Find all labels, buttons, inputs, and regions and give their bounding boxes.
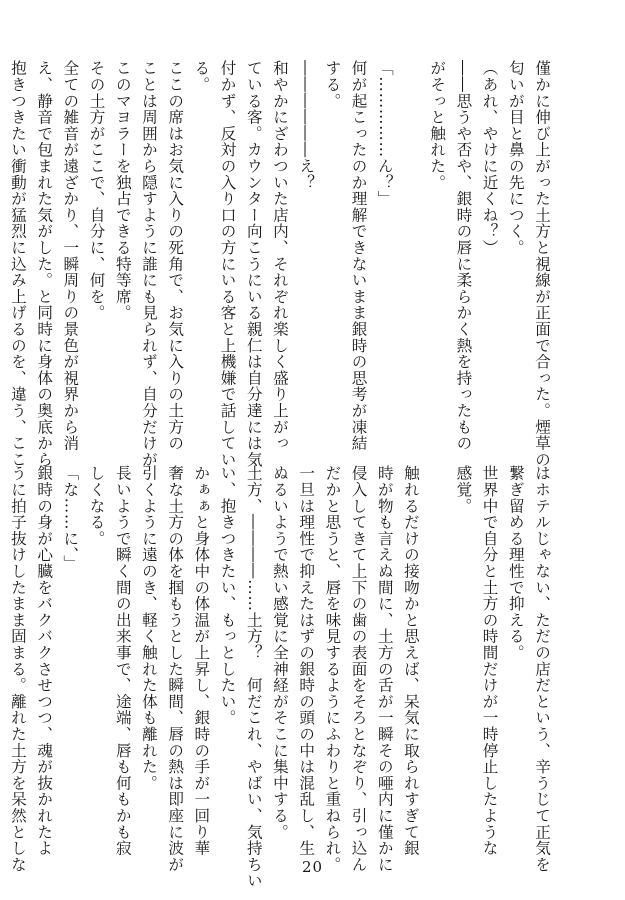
text-line: 時が物も言えぬ間に、土方の舌が一瞬その唖内に僅かに <box>375 465 394 873</box>
text-line: がそっと触れた。 <box>428 60 447 191</box>
text-line: 感覚。 <box>454 465 473 514</box>
text-line: 銀時の身が心臓をバクバクさせつつ、魂が抜かれたよ <box>35 465 54 857</box>
text-line: 一旦は理性で抑えたはずの銀時の頭の中は混乱し、生 <box>297 465 316 857</box>
text-line: （あれ、やけに近くね？） <box>480 60 499 256</box>
text-line: だかと思うと、唇を味見するようにふわりと重ねられ。 <box>323 465 342 873</box>
text-line: 長いようで瞬く間の出来事で、途端、唇も何もかも寂 <box>113 465 132 857</box>
text-line: うに拍子抜けしたまま固まる。離れた土方を呆然としな <box>8 465 27 873</box>
text-line: 奢な土方の体を掴もうとした瞬間、唇の熱は即座に波が <box>166 465 185 873</box>
text-line: ――思うや否や、銀時の唇に柔らかく熱を持ったもの <box>454 60 473 452</box>
text-line: 何が起こったのか理解できないまま銀時の思考が凍結 <box>349 60 368 452</box>
text-line <box>398 60 424 430</box>
text-line: かぁぁと身体中の体温が上昇し、銀時の手が一回り華 <box>192 465 211 857</box>
text-line <box>424 465 450 835</box>
text-line: 僅かに伸び上がった土方と視線が正面で合った。煙草の <box>533 60 551 468</box>
text-line: ぬるいようで熱い感覚に全神経がそこに集中する。 <box>270 465 289 840</box>
text-line: る。 <box>192 60 211 93</box>
text-line: 引くように遠のき、軽く触れた体も離れた。 <box>139 465 158 791</box>
text-line: 世界中で自分と土方の時間だけが一時停止したような <box>480 465 499 857</box>
text-line: 繋ぎ留める理性で抑える。 <box>506 465 525 661</box>
text-line: 和やかにざわついた店内、それぞれ楽しく盛り上がっ <box>270 60 289 452</box>
text-line: 触れるだけの接吻かと思えば、呆気に取られすぎて銀 <box>401 465 420 857</box>
text-line: ここの席はお気に入りの死角で、お気に入りの土方の <box>166 60 185 452</box>
text-line: 匂いが目と鼻の先につく。 <box>506 60 525 256</box>
text-line: ことは周囲から隠すように誰にも見られず、自分だけが <box>139 60 158 468</box>
text-line: い、抱きつきたい、もっとしたい。 <box>218 465 237 726</box>
text-line: 抱きつきたい衝動が猛烈に込み上げるのを、違う、ここ <box>8 60 27 468</box>
text-line: しくなる。 <box>87 465 106 547</box>
text-line: このマヨラーを独占できる特等席。 <box>113 60 132 321</box>
text-line: え、静音で包まれた気がした。と同時に身体の奥底から <box>35 60 54 468</box>
text-line: はホテルじゃない、ただの店だという、辛うじて正気を <box>533 465 551 873</box>
text-line: 「な……に、」 <box>61 465 80 572</box>
text-line: する。 <box>323 60 342 109</box>
text-line: ――――――え？ <box>297 60 316 191</box>
text-line: 「……………ん？」 <box>375 60 394 207</box>
text-line: 侵入してきて上下の歯の表面をそろとなぞり、引っ込ん <box>349 465 368 873</box>
text-line: ている客。カウンター向こうにいる親仁は自分達には気 <box>244 60 263 468</box>
top-text-block <box>5 60 555 468</box>
text-line: 付かず、反対の入り口の方にいる客と上機嫌で話してい <box>218 60 237 468</box>
text-line: 全ての雑音が遠ざかり、一瞬周りの景色が視界から消 <box>61 60 80 452</box>
text-line: 土方、――――……土方？ 何だこれ、やばい、気持ちい <box>244 465 263 889</box>
page-number: 20 <box>301 858 324 876</box>
text-line: その土方がここで、自分に、何を。 <box>87 60 106 321</box>
